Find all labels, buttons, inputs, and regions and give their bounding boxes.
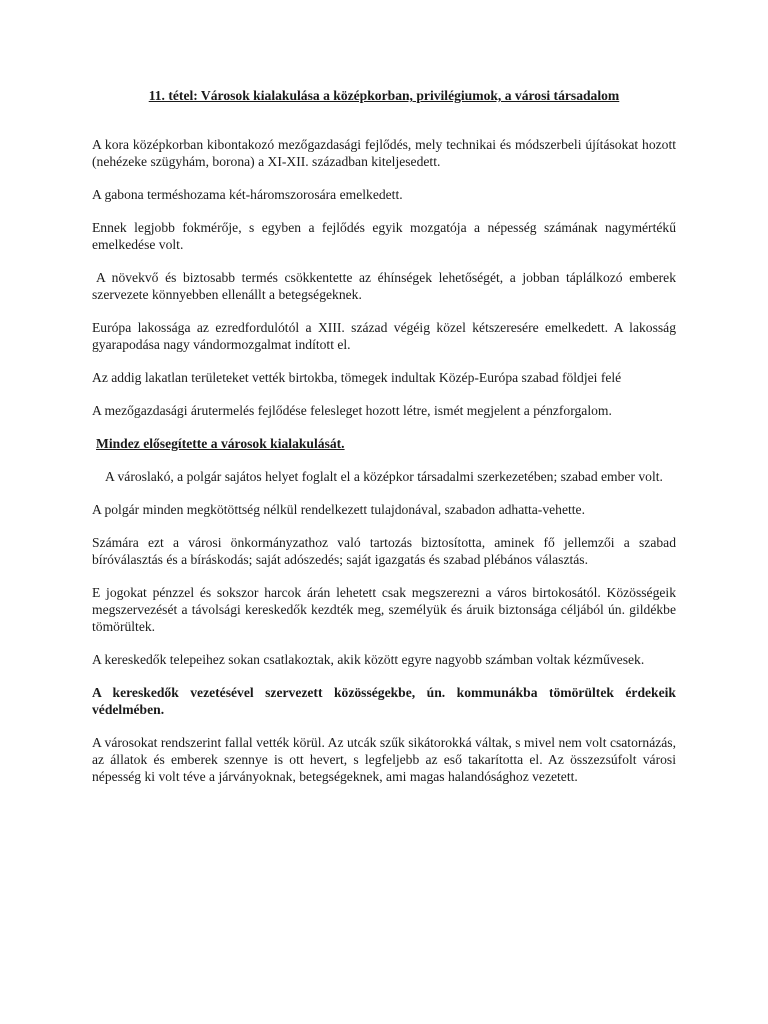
paragraph-property: A polgár minden megkötöttség nélkül rendelkezett tulajdonával, szabadon adhatta-vehette. [92,502,585,517]
paragraph-emphasis: Mindez elősegítette a városok kialakulását. [96,436,345,451]
paragraph-migration: Az addig lakatlan területeket vették birtokba, tömegek indultak Közép-Európa szabad földjei felé [92,370,622,385]
paragraph-craftsmen: A kereskedők telepeihez sokan csatlakoztak, akik között egyre nagyobb számban voltak kézművesek. [92,652,645,667]
paragraph-population: Ennek legjobb fokmérője, s egyben a fejlődés egyik mozgatója a népesség számának nagymértékű emelkedése volt. [92,220,676,252]
paragraph-europe-population: Európa lakossága az ezredfordulótól a XIII. század végéig közel kétszeresére emelkedett. A lakosság gyarapodása nagy vándormozgalmat indított el. [92,320,676,352]
paragraph-agriculture: A kora középkorban kibontakozó mezőgazdasági fejlődés, mely technikai és módszerbeli újításokat hozott (nehézeke szügyhám, borona) a XI-XII. században kiteljesedett. [92,137,676,169]
paragraph-self-government: Számára ezt a városi önkormányzathoz való tartozás biztosította, aminek fő jellemzői a szabad bíróválasztás és a bíráskodás; saját adószedés; saját igazgatás és szabad plébános választás. [92,535,676,567]
paragraph-guilds: E jogokat pénzzel és sokszor harcok árán lehetett csak megszerezni a város birtokosától. Közösségeik megszervezését a távolsági kereskedők kezdték meg, személyük és áruik biztonsága céljából ún. gildékbe tömörültek. [92,585,676,634]
paragraph-grain-yield: A gabona terméshozama két-háromszorosára emelkedett. [92,187,403,202]
paragraph-burgher: A városlakó, a polgár sajátos helyet foglalt el a középkor társadalmi szerkezetében; szabad ember volt. [105,469,663,484]
paragraph-communes: A kereskedők vezetésével szervezett közösségekbe, ún. kommunákba tömörültek érdekeik védelmében. [92,685,676,717]
paragraph-harvest: A növekvő és biztosabb termés csökkentette az éhínségek lehetőségét, a jobban táplálkozó emberek szervezete könnyebben ellenállt a betegségeknek. [92,270,676,302]
paragraph-money: A mezőgazdasági árutermelés fejlődése felesleget hozott létre, ismét megjelent a pénzforgalom. [92,403,612,418]
document-page [92,84,676,785]
paragraph-walls: A városokat rendszerint fallal vették körül. Az utcák szűk sikátorokká váltak, s mivel nem volt csatornázás, az állatok és emberek szennye is ott hevert, s legfeljebb az eső takarította el. Az összezsúfolt városi népesség ki volt téve a járványoknak, betegségeknek, ami magas halandósághoz vezetett. [92,735,676,784]
document-title: 11. tétel: Városok kialakulása a középkorban, privilégiumok, a városi társadalom [148,88,620,103]
